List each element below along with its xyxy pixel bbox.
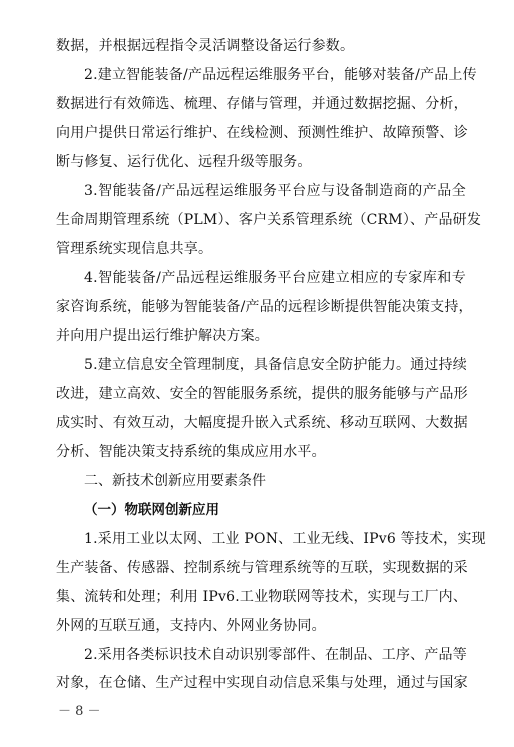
paragraph-line: 1.采用工业以太网、工业 PON、工业无线、IPv6 等技术，实现 — [84, 531, 486, 547]
section-heading: 二、新技术创新应用要素条件 — [84, 473, 266, 489]
paragraph-line: 改进，建立高效、安全的智能服务系统，提供的服务能够与产品形 — [56, 386, 468, 402]
paragraph-line: 并向用户提出运行维护解决方案。 — [56, 328, 269, 344]
paragraph-line: 生产装备、传感器、控制系统与管理系统等的互联，实现数据的采 — [56, 560, 468, 576]
subsection-heading: （一）物联网创新应用 — [84, 502, 219, 518]
paragraph-line: 2.采用各类标识技术自动识别零部件、在制品、工序、产品等 — [84, 647, 467, 663]
paragraph-line: 对象，在仓储、生产过程中实现自动信息采集与处理，通过与国家 — [56, 675, 468, 691]
paragraph-line: 向用户提供日常运行维护、在线检测、预测性维护、故障预警、诊 — [56, 125, 468, 141]
paragraph-line: 家咨询系统，能够为智能装备/产品的远程诊断提供智能决策支持， — [56, 299, 473, 315]
paragraph-line: 成实时、有效互动，大幅度提升嵌入式系统、移动互联网、大数据 — [56, 415, 468, 431]
paragraph-line: 集、流转和处理；利用 IPv6.工业物联网等技术，实现与工厂内、 — [56, 589, 468, 605]
paragraph-line: 管理系统实现信息共享。 — [56, 241, 213, 257]
paragraph-line: 2.建立智能装备/产品远程运维服务平台，能够对装备/产品上传 — [84, 67, 477, 83]
paragraph-line: 5.建立信息安全管理制度，具备信息安全防护能力。通过持续 — [84, 357, 467, 373]
paragraph-line: 断与修复、运行优化、远程升级等服务。 — [56, 154, 312, 170]
page-number: － 8 － — [58, 704, 101, 719]
paragraph-line: 外网的互联互通，支持内、外网业务协同。 — [56, 618, 326, 634]
paragraph-line: 生命周期管理系统（PLM）、客户关系管理系统（CRM）、产品研发 — [56, 212, 482, 228]
paragraph-line: 数据，并根据远程指令灵活调整设备运行参数。 — [56, 38, 355, 54]
paragraph-line: 分析、智能决策支持系统的集成应用水平。 — [56, 444, 326, 460]
paragraph-line: 4.智能装备/产品远程运维服务平台应建立相应的专家库和专 — [84, 270, 466, 286]
paragraph-line: 数据进行有效筛选、梳理、存储与管理，并通过数据挖掘、分析， — [56, 96, 468, 112]
paragraph-line: 3.智能装备/产品远程运维服务平台应与设备制造商的产品全 — [84, 183, 466, 199]
